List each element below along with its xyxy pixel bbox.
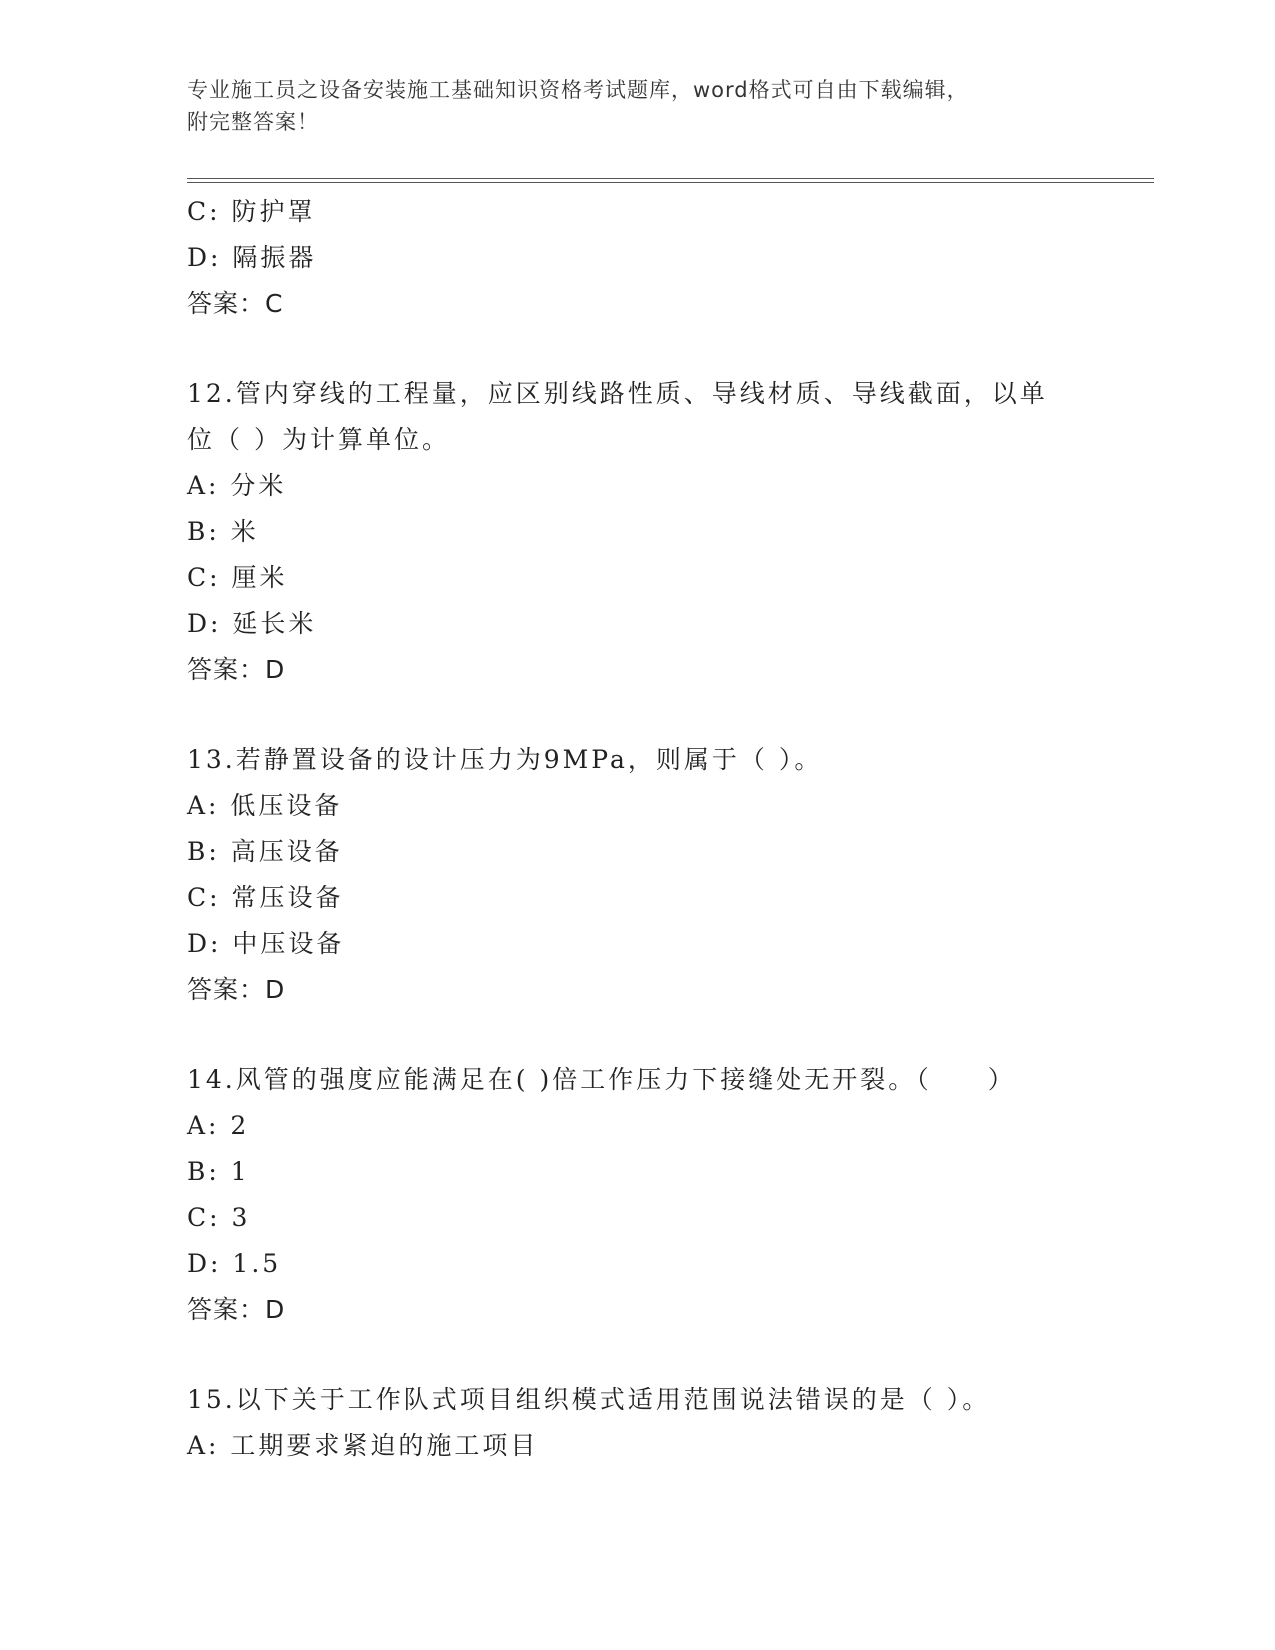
answer-line: 答案：D: [187, 1295, 286, 1324]
header-divider-bottom: [187, 182, 1154, 183]
option-c: C: 防护罩: [187, 197, 316, 226]
question-text: 12.管内穿线的工程量，应区别线路性质、导线材质、导线截面，以单: [187, 379, 1048, 408]
question-text: 13.若静置设备的设计压力为9MPa，则属于（ ）。: [187, 745, 823, 774]
question-list: [187, 189, 1087, 1469]
answer-line: 答案：C: [187, 289, 284, 318]
option-a: A: 分米: [187, 471, 287, 500]
option-d: D: 延长米: [187, 609, 317, 638]
option-b: B: 1: [187, 1157, 250, 1186]
question-11-tail: [187, 189, 1087, 327]
option-d: D: 中压设备: [187, 929, 345, 958]
question-12: [187, 371, 1087, 693]
question-text: 15.以下关于工作队式项目组织模式适用范围说法错误的是（ ）。: [187, 1385, 991, 1414]
header-divider-top: [187, 178, 1154, 179]
option-a: A: 2: [187, 1111, 250, 1140]
option-a: A: 工期要求紧迫的施工项目: [187, 1431, 539, 1460]
question-14: [187, 1057, 1087, 1333]
option-c: C: 厘米: [187, 563, 288, 592]
option-a: A: 低压设备: [187, 791, 343, 820]
header-line-2: 附完整答案！: [187, 110, 319, 134]
option-d: D: 1.5: [187, 1249, 282, 1278]
option-b: B: 米: [187, 517, 259, 546]
option-c: C: 3: [187, 1203, 251, 1232]
option-c: C: 常压设备: [187, 883, 344, 912]
header-line-1: 专业施工员之设备安装施工基础知识资格考试题库，word格式可自由下载编辑，: [187, 78, 969, 102]
question-15: [187, 1377, 1087, 1469]
option-d: D: 隔振器: [187, 243, 317, 272]
question-text: 位（ ）为计算单位。: [187, 425, 450, 454]
option-b: B: 高压设备: [187, 837, 343, 866]
answer-line: 答案：D: [187, 975, 286, 1004]
question-text: 14.风管的强度应能满足在( )倍工作压力下接缝处无开裂。（ ）: [187, 1065, 1016, 1094]
answer-line: 答案：D: [187, 655, 286, 684]
document-header: [187, 74, 1087, 138]
question-13: [187, 737, 1087, 1013]
